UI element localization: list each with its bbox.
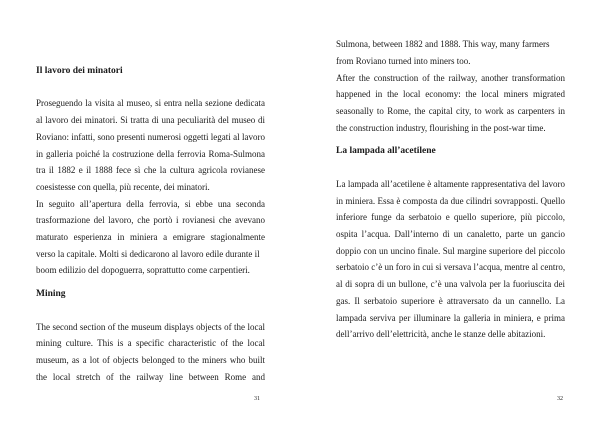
- text-line: inferiore funge da serbatoio e quello superiore, più piccolo,: [336, 212, 565, 222]
- text-line: tra il 1882 e il 1888 fece sì che la cultura agricola rovianese: [36, 165, 265, 175]
- text-line: Roviano: infatti, sono presenti numerosi oggetti legati al lavoro: [36, 132, 265, 142]
- text-line: museum, as a lot of objects belonged to the miners who built: [36, 355, 265, 365]
- text-line: the local stretch of the railway line between Rome and: [36, 372, 265, 382]
- text-line: La lampada all’acetilene è altamente rappresentativa del lavoro: [336, 179, 565, 189]
- text-line: in miniera. Essa è composta da due cilindri sovrapposti. Quello: [336, 196, 565, 206]
- text-line: maturato esperienza in miniera a emigrare stagionalmente: [36, 232, 265, 242]
- text-line: dell’arrivo dell’elettricità, anche le stanze delle abitazioni.: [336, 329, 546, 339]
- text-line: coesistesse con quella, più recente, dei minatori.: [36, 182, 210, 192]
- text-line: gas. Il serbatoio superiore è attraversato da un cannello. La: [336, 296, 565, 306]
- text-line: In seguito all’apertura della ferrovia, si ebbe una seconda: [36, 199, 265, 209]
- text-line: The second section of the museum displays objects of the local: [36, 322, 265, 332]
- heading-mining: Mining: [36, 289, 66, 299]
- text-line: seasonally to Rome, the capital city, to work as carpenters in: [336, 106, 565, 116]
- text-line: al di sopra di un bullone, c’è una valvola per la fuoriuscita dei: [336, 279, 565, 289]
- text-line: boom edilizio del dopoguerra, soprattutto come carpentieri.: [36, 265, 250, 275]
- text-line: lampada serviva per illuminare la galleria in miniera, e prima: [336, 313, 565, 323]
- text-line: serbatoio c’è un foro in cui si versava l’acqua, mentre al centro,: [336, 262, 566, 272]
- text-line: ospita l’acqua. Dall’interno di un canaletto, parte un gancio: [336, 229, 565, 239]
- text-line: the construction industry, flourishing in the post-war time.: [336, 123, 546, 133]
- text-line: Sulmona, between 1882 and 1888. This way, many farmers: [336, 39, 550, 49]
- heading-il-lavoro-dei-minatori: Il lavoro dei minatori: [36, 66, 123, 76]
- text-line: happened in the local economy: the local miners migrated: [336, 89, 565, 99]
- text-line: mining culture. This is a specific characteristic of the local: [36, 338, 265, 348]
- text-line: verso la capitale. Molti si dedicarono al lavoro edile durante il: [36, 249, 260, 259]
- text-line: al lavoro dei minatori. Si tratta di una peculiarità del museo di: [36, 115, 265, 125]
- right-page: [300, 0, 600, 424]
- text-line: doppio con un uncino finale. Sul margine superiore del piccolo: [336, 246, 565, 256]
- heading-la-lampada-all-acetilene: La lampada all’acetilene: [336, 146, 436, 156]
- text-line: from Roviano turned into miners too.: [336, 56, 471, 66]
- text-line: in galleria poiché la costruzione della ferrovia Roma-Sulmona: [36, 149, 265, 159]
- page-number-31: 31: [254, 396, 260, 402]
- text-line: Proseguendo la visita al museo, si entra nella sezione dedicata: [36, 98, 265, 108]
- text-line: trasformazione del lavoro, che portò i rovianesi che avevano: [36, 215, 265, 225]
- page-number-32: 32: [557, 396, 563, 402]
- text-line: After the construction of the railway, another transformation: [336, 73, 565, 83]
